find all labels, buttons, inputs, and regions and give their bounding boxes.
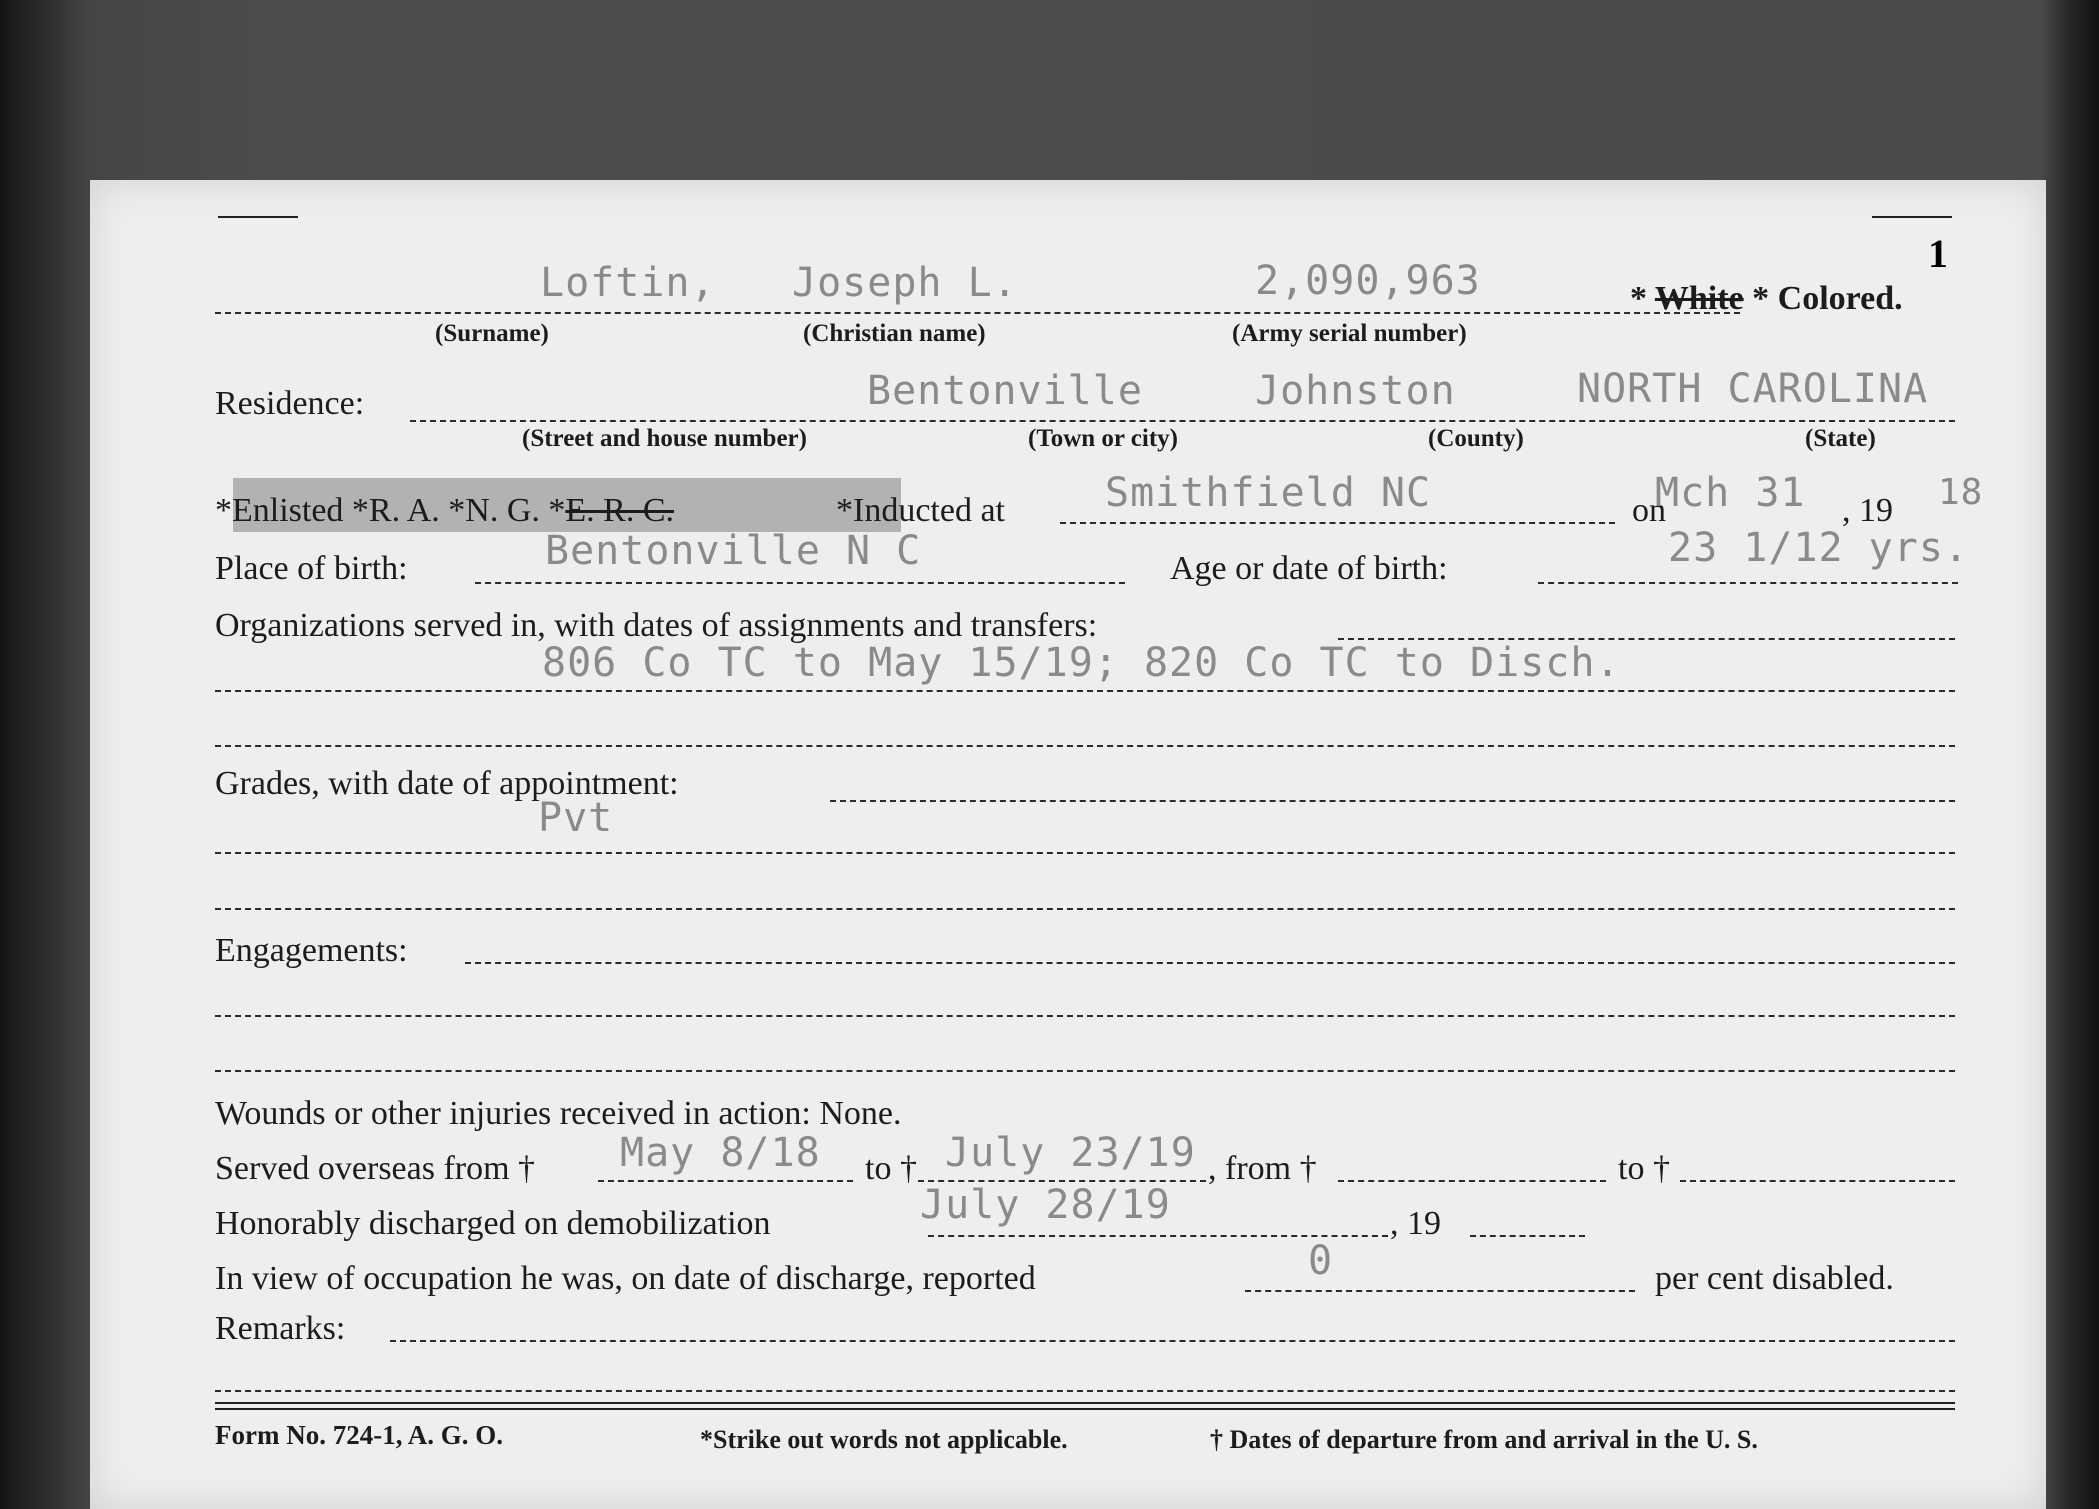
card-number: 1 [1928, 231, 1948, 276]
christian-name-caption: (Christian name) [803, 320, 986, 347]
disability-label: In view of occupation he was, on date of discharge, reported [215, 1260, 1036, 1297]
surname-value: Loftin, [540, 260, 716, 306]
inducted-year-value: 18 [1938, 472, 1984, 513]
organizations-label: Organizations served in, with dates of assignments and transfers: [215, 607, 1098, 644]
serial-number-value: 2,090,963 [1255, 258, 1481, 304]
discharge-date-value: July 28/19 [920, 1182, 1171, 1228]
grade-value: Pvt [538, 795, 614, 841]
surname-caption: (Surname) [435, 320, 549, 347]
engagements-line-2 [215, 1015, 1955, 1017]
wounds-label: Wounds or other injuries received in action: None. [215, 1095, 902, 1132]
inducted-place-value: Smithfield NC [1105, 470, 1432, 516]
footer-rule-2 [215, 1408, 1955, 1410]
grades-line-2 [215, 852, 1955, 854]
age-line [1538, 582, 1958, 584]
discharge-label: Honorably discharged on demobilization [215, 1205, 771, 1242]
engagements-line-1 [465, 962, 1955, 964]
discharge-line [928, 1235, 1388, 1237]
overseas-to-label: to † [865, 1150, 917, 1187]
overseas-to-value: July 23/19 [945, 1130, 1196, 1176]
state-value: NORTH CAROLINA [1577, 366, 1929, 412]
birthplace-value: Bentonville N C [545, 528, 922, 574]
disability-line [1245, 1290, 1635, 1292]
erc-struck: E. R. C. [565, 492, 675, 529]
county-value: Johnston [1255, 368, 1456, 414]
organizations-line-2 [215, 690, 1955, 692]
overseas-from2-label: , from † [1208, 1150, 1317, 1187]
race-white-struck: White [1654, 280, 1744, 317]
organizations-line-3 [215, 745, 1955, 747]
disability-value: 0 [1308, 1238, 1334, 1284]
corner-mark-right [1872, 216, 1952, 218]
inducted-line [1060, 522, 1615, 524]
remarks-line-1 [390, 1340, 1955, 1342]
form-number: Form No. 724-1, A. G. O. [215, 1420, 503, 1450]
record-card [90, 180, 2046, 1509]
engagements-label: Engagements: [215, 932, 408, 969]
town-value: Bentonville [867, 368, 1143, 414]
dates-note: † Dates of departure from and arrival in the U. S. [1210, 1425, 1758, 1454]
grades-line-1 [830, 800, 1955, 802]
age-value: 23 1/12 yrs. [1668, 525, 1969, 571]
strike-note: *Strike out words not applicable. [700, 1425, 1068, 1454]
engagements-line-3 [215, 1070, 1955, 1072]
overseas-to2-line [1680, 1180, 1955, 1182]
footer-rule-1 [215, 1402, 1955, 1404]
town-caption: (Town or city) [1028, 425, 1178, 452]
birthplace-line [475, 582, 1125, 584]
name-line [215, 312, 1740, 314]
organizations-value: 806 Co TC to May 15/19; 820 Co TC to Disch. [542, 640, 1621, 686]
street-caption: (Street and house number) [522, 425, 807, 452]
age-label: Age or date of birth: [1170, 550, 1448, 587]
overseas-from2-line [1338, 1180, 1606, 1182]
state-caption: (State) [1805, 425, 1876, 452]
overseas-to2-label: to † [1618, 1150, 1670, 1187]
birthplace-label: Place of birth: [215, 550, 408, 587]
christian-name-value: Joseph L. [792, 260, 1018, 306]
overseas-from-line [598, 1180, 853, 1182]
overseas-from-value: May 8/18 [620, 1130, 821, 1176]
residence-label: Residence: [215, 385, 365, 422]
remarks-label: Remarks: [215, 1310, 346, 1347]
discharge-year-prefix: , 19 [1390, 1205, 1441, 1242]
inducted-label: *Inducted at [836, 492, 1005, 529]
corner-mark-left [218, 216, 298, 218]
grades-line-3 [215, 908, 1955, 910]
enlistment-options: *Enlisted *R. A. *N. G. *E. R. C. [215, 492, 675, 529]
grades-label: Grades, with date of appointment: [215, 765, 679, 802]
on-label: on [1632, 492, 1666, 529]
wounds-value: None. [819, 1095, 902, 1132]
disability-suffix: per cent disabled. [1655, 1260, 1894, 1297]
residence-line [410, 420, 1955, 422]
race-options: * White * Colored. [1630, 280, 1903, 317]
year-prefix: , 19 [1842, 492, 1893, 529]
inducted-date-value: Mch 31 [1655, 470, 1806, 516]
serial-caption: (Army serial number) [1232, 320, 1467, 347]
county-caption: (County) [1428, 425, 1524, 452]
remarks-line-2 [215, 1390, 1955, 1392]
overseas-label: Served overseas from † [215, 1150, 536, 1187]
discharge-year-line [1470, 1235, 1585, 1237]
